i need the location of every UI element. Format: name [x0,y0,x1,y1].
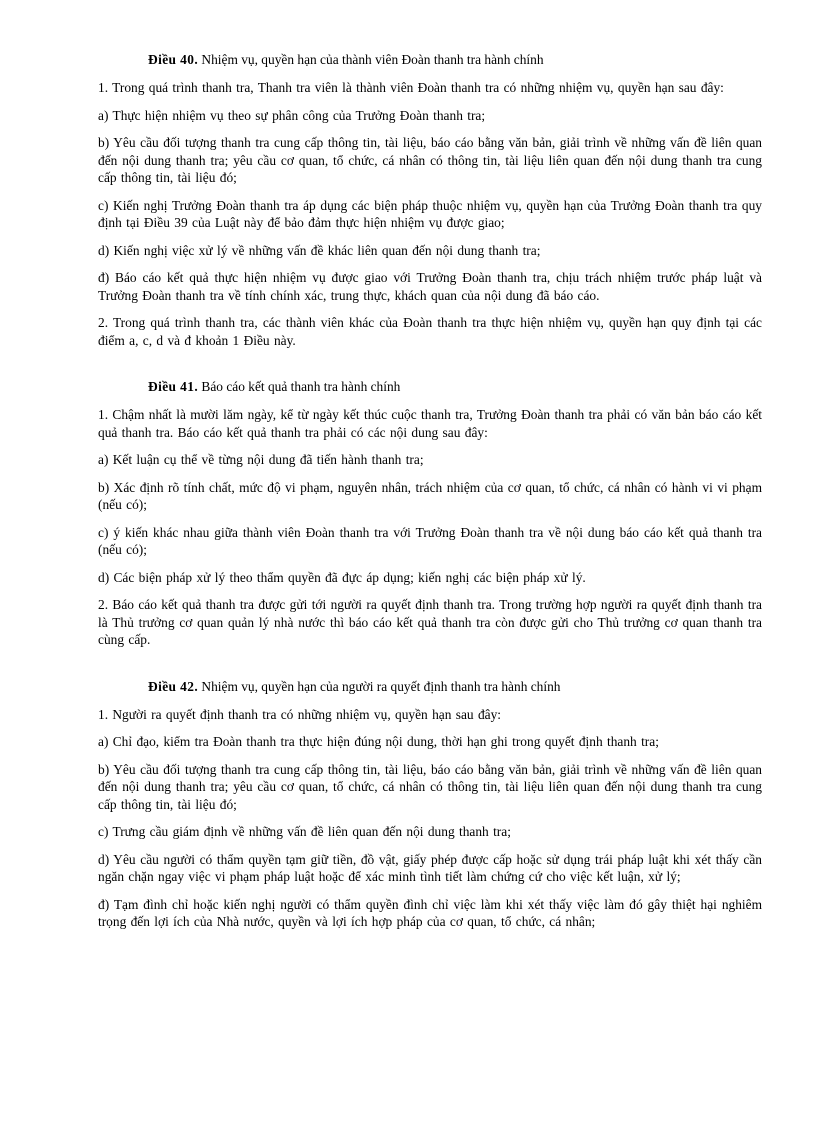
paragraph: b) Xác định rõ tính chất, mức độ vi phạm, nguyên nhân, trách nhiệm của cơ quan, tổ chức, cá nhân có hành vi vi phạm (nếu có); [98,479,762,512]
paragraph: c) Kiến nghị Trưởng Đoàn thanh tra áp dụng các biện pháp thuộc nhiệm vụ, quyền hạn của Trưởng Đoàn thanh tra quy định tại Điều 39 của Luật này để bảo đảm thực hiện nhiệm vụ được giao; [98,197,762,230]
document-page [98,50,762,931]
paragraph: d) Kiến nghị việc xử lý về những vấn đề khác liên quan đến nội dung thanh tra; [98,242,541,258]
paragraph: 2. Trong quá trình thanh tra, các thành viên khác của Đoàn thanh tra thực hiện nhiệm vụ, quyền hạn quy định tại các điểm a, c, d và đ khoản 1 Điều này. [98,315,762,348]
paragraph: c) Trưng cầu giám định về những vấn đề liên quan đến nội dung thanh tra; [98,824,511,839]
paragraph: đ) Tạm đình chỉ hoặc kiến nghị người có thẩm quyền đình chỉ việc làm khi xét thấy việc làm đó gây thiệt hại nghiêm trọng đến lợi ích của Nhà nước, quyền và lợi ích hợp pháp của cơ quan, tổ chức, cá nhân; [98,896,762,929]
paragraph: 1. Chậm nhất là mười lăm ngày, kể từ ngày kết thúc cuộc thanh tra, Trưởng Đoàn thanh tra phải có văn bản báo cáo kết quả thanh tra. Báo cáo kết quả thanh tra phải có các nội dung sau đây: [98,407,762,440]
paragraph: 2. Báo cáo kết quả thanh tra được gửi tới người ra quyết định thanh tra. Trong trường hợp người ra quyết định thanh tra là Thủ trưởng cơ quan quản lý nhà nước thì báo cáo kết quả thanh tra còn được gửi cho Thủ trưởng cơ quan thanh tra cùng cấp. [98,597,762,647]
article-number: Điều 40. [148,52,199,67]
article-title: Báo cáo kết quả thanh tra hành chính [198,379,401,394]
paragraph: b) Yêu cầu đối tượng thanh tra cung cấp thông tin, tài liệu, báo cáo bằng văn bản, giải trình về những vấn đề liên quan đến nội dung thanh tra; yêu cầu cơ quan, tổ chức, cá nhân có thông tin, tài liệu liên quan đến nội dung thanh tra cung cấp thông tin, tài liệu đó; [98,761,762,812]
article-41 [98,377,762,649]
article-number: Điều 41. [148,379,199,394]
article-heading [148,50,762,69]
paragraph: 1. Trong quá trình thanh tra, Thanh tra viên là thành viên Đoàn thanh tra có những nhiệm vụ, quyền hạn sau đây: [98,80,724,95]
paragraph: d) Yêu cầu người có thẩm quyền tạm giữ tiền, đồ vật, giấy phép được cấp hoặc sử dụng trái pháp luật khi xét thấy cần ngăn chặn ngay việc vi phạm pháp luật hoặc để xác minh tình tiết làm chứng cứ cho việc kết luận, xử lý; [98,851,762,884]
paragraph: a) Chỉ đạo, kiểm tra Đoàn thanh tra thực hiện đúng nội dung, thời hạn ghi trong quyết định thanh tra; [98,734,659,749]
paragraph: c) ý kiến khác nhau giữa thành viên Đoàn thanh tra với Trưởng Đoàn thanh tra về nội dung báo cáo kết quả thanh tra (nếu có); [98,524,762,557]
paragraph: đ) Báo cáo kết quả thực hiện nhiệm vụ được giao với Trưởng Đoàn thanh tra, chịu trách nhiệm trước pháp luật và Trưởng Đoàn thanh tra về tính chính xác, trung thực, khách quan của nội dung đã báo cáo. [98,270,762,303]
article-40 [98,50,762,349]
paragraph: a) Thực hiện nhiệm vụ theo sự phân công của Trưởng Đoàn thanh tra; [98,107,486,123]
paragraph: 1. Người ra quyết định thanh tra có những nhiệm vụ, quyền hạn sau đây: [98,706,502,722]
article-number: Điều 42. [148,678,199,694]
article-title: Nhiệm vụ, quyền hạn của thành viên Đoàn thanh tra hành chính [198,52,544,67]
paragraph: a) Kết luận cụ thể về từng nội dung đã tiến hành thanh tra; [98,452,424,467]
paragraph: b) Yêu cầu đối tượng thanh tra cung cấp thông tin, tài liệu, báo cáo bằng văn bản, giải trình về những vấn đề liên quan đến nội dung thanh tra; yêu cầu cơ quan, tổ chức, cá nhân có thông tin, tài liệu liên quan đến nội dung thanh tra cung cấp thông tin, tài liệu đó; [98,135,762,185]
article-heading [148,677,762,696]
article-heading [148,377,762,396]
article-title: Nhiệm vụ, quyền hạn của người ra quyết định thanh tra hành chính [198,678,561,694]
article-42 [98,677,762,931]
paragraph: d) Các biện pháp xử lý theo thẩm quyền đã đực áp dụng; kiến nghị các biện pháp xử lý. [98,569,586,585]
